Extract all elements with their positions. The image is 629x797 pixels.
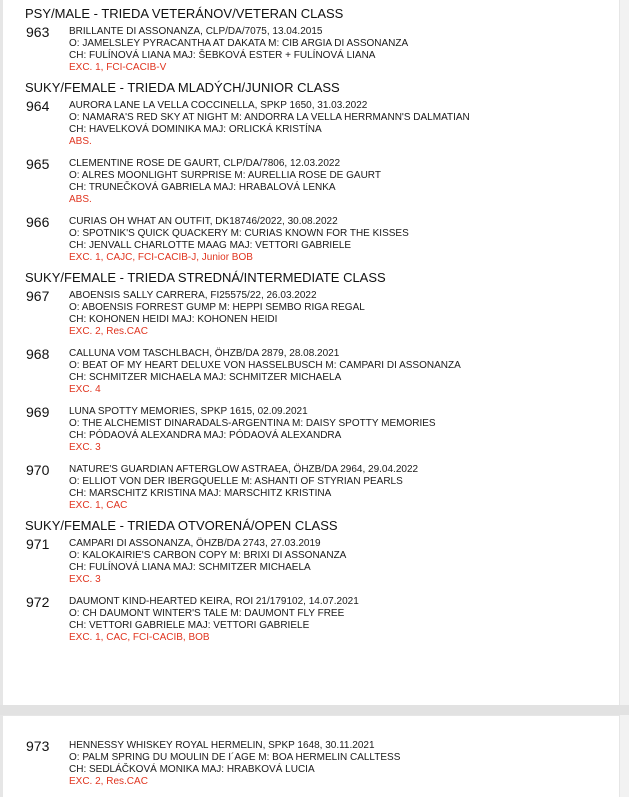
- entry-972: [25, 596, 620, 644]
- dog-parents: O: JAMELSLEY PYRACANTHA AT DAKATA M: CIB ARGIA DI ASSONANZA: [69, 38, 409, 49]
- breeder-owner: CH: KOHONEN HEIDI MAJ: KOHONEN HEIDI: [69, 314, 278, 325]
- judging-result: EXC. 1, FCI-CACIB-V: [69, 62, 167, 73]
- dog-parents: O: PALM SPRING DU MOULIN DE I´AGE M: BOA HERMELIN CALLTESS: [69, 752, 401, 763]
- catalog-number: 971: [26, 536, 50, 552]
- class-heading-open-females: SUKY/FEMALE - TRIEDA OTVORENÁ/OPEN CLASS: [25, 518, 338, 533]
- judging-result: EXC. 3: [69, 574, 101, 585]
- dog-name: AURORA LANE LA VELLA COCCINELLA, SPKP 1650, 31.03.2022: [69, 100, 368, 111]
- judging-result: EXC. 2, Res.CAC: [69, 776, 148, 787]
- entry-964: [25, 100, 620, 148]
- breeder-owner: CH: FULÍNOVÁ LIANA MAJ: ŠEBKOVÁ ESTER + FULÍNOVÁ LIANA: [69, 50, 376, 61]
- judging-result: EXC. 1, CAC: [69, 500, 128, 511]
- dog-parents: O: ELLIOT VON DER IBERGQUELLE M: ASHANTI OF STYRIAN PEARLS: [69, 476, 403, 487]
- dog-parents: O: KALOKAIRIE'S CARBON COPY M: BRIXI DI ASSONANZA: [69, 550, 347, 561]
- entry-969: [25, 406, 620, 454]
- breeder-owner: CH: PÓDAOVÁ ALEXANDRA MAJ: PÓDAOVÁ ALEXANDRA: [69, 430, 342, 441]
- dog-name: NATURE'S GUARDIAN AFTERGLOW ASTRAEA, ÖHZB/DA 2964, 29.04.2022: [69, 464, 419, 475]
- breeder-owner: CH: FULÍNOVÁ LIANA MAJ: SCHMITZER MICHAELA: [69, 562, 311, 573]
- dog-parents: O: SPOTNIK'S QUICK QUACKERY M: CURIAS KNOWN FOR THE KISSES: [69, 228, 409, 239]
- catalog-number: 964: [26, 98, 50, 114]
- catalog-number: 965: [26, 156, 50, 172]
- breeder-owner: CH: SCHMITZER MICHAELA MAJ: SCHMITZER MICHAELA: [69, 372, 342, 383]
- judging-result: ABS.: [69, 194, 92, 205]
- class-heading-junior-females: SUKY/FEMALE - TRIEDA MLADÝCH/JUNIOR CLASS: [25, 80, 340, 95]
- viewer-background-strip: [620, 0, 629, 797]
- entry-965: [25, 158, 620, 206]
- catalog-number: 972: [26, 594, 50, 610]
- dog-name: BRILLANTE DI ASSONANZA, CLP/DA/7075, 13.04.2015: [69, 26, 323, 37]
- page-1-content: [25, 6, 620, 644]
- dog-parents: O: BEAT OF MY HEART DELUXE VON HASSELBUSCH M: CAMPARI DI ASSONANZA: [69, 360, 461, 371]
- dog-name: CALLUNA VOM TASCHLBACH, ÖHZB/DA 2879, 28.08.2021: [69, 348, 340, 359]
- breeder-owner: CH: TRUNEČKOVÁ GABRIELA MAJ: HRABALOVÁ LENKA: [69, 182, 336, 193]
- dog-name: CAMPARI DI ASSONANZA, ÖHZB/DA 2743, 27.03.2019: [69, 538, 321, 549]
- catalog-number: 969: [26, 404, 50, 420]
- dog-name: CURIAS OH WHAT AN OUTFIT, DK18746/2022, 30.08.2022: [69, 216, 338, 227]
- entry-973: [25, 740, 620, 788]
- dog-parents: O: ABOENSIS FORREST GUMP M: HEPPI SEMBO RIGA REGAL: [69, 302, 365, 313]
- breeder-owner: CH: JENVALL CHARLOTTE MAAG MAJ: VETTORI GABRIELE: [69, 240, 352, 251]
- dog-parents: O: THE ALCHEMIST DINARADALS-ARGENTINA M: DAISY SPOTTY MEMORIES: [69, 418, 436, 429]
- dog-name: ABOENSIS SALLY CARRERA, FI25575/22, 26.03.2022: [69, 290, 317, 301]
- catalog-number: 970: [26, 462, 50, 478]
- page-separator: [0, 705, 629, 715]
- class-heading-veteran-males: PSY/MALE - TRIEDA VETERÁNOV/VETERAN CLASS: [25, 6, 344, 21]
- catalog-number: 966: [26, 214, 50, 230]
- judging-result: EXC. 3: [69, 442, 101, 453]
- catalog-page-2: [0, 715, 620, 797]
- dog-name: DAUMONT KIND-HEARTED KEIRA, ROI 21/179102, 14.07.2021: [69, 596, 359, 607]
- dog-parents: O: CH DAUMONT WINTER'S TALE M: DAUMONT FLY FREE: [69, 608, 345, 619]
- entry-967: [25, 290, 620, 338]
- breeder-owner: CH: HAVELKOVÁ DOMINIKA MAJ: ORLICKÁ KRISTÍNA: [69, 124, 322, 135]
- page-2-content: [25, 740, 620, 788]
- catalog-number: 973: [26, 738, 50, 754]
- dog-name: CLEMENTINE ROSE DE GAURT, CLP/DA/7806, 12.03.2022: [69, 158, 341, 169]
- breeder-owner: CH: VETTORI GABRIELE MAJ: VETTORI GABRIELE: [69, 620, 310, 631]
- dog-name: LUNA SPOTTY MEMORIES, SPKP 1615, 02.09.2021: [69, 406, 308, 417]
- entry-966: [25, 216, 620, 264]
- dog-name: HENNESSY WHISKEY ROYAL HERMELIN, SPKP 1648, 30.11.2021: [69, 740, 375, 751]
- catalog-number: 967: [26, 288, 50, 304]
- judging-result: EXC. 1, CAJC, FCI-CACIB-J, Junior BOB: [69, 252, 253, 263]
- catalog-number: 963: [26, 24, 50, 40]
- catalog-number: 968: [26, 346, 50, 362]
- breeder-owner: CH: MARSCHITZ KRISTINA MAJ: MARSCHITZ KRISTINA: [69, 488, 332, 499]
- entry-971: [25, 538, 620, 586]
- class-heading-intermediate-females: SUKY/FEMALE - TRIEDA STREDNÁ/INTERMEDIATE CLASS: [25, 270, 386, 285]
- dog-parents: O: ALRES MOONLIGHT SURPRISE M: AURELLIA ROSE DE GAURT: [69, 170, 381, 181]
- entry-968: [25, 348, 620, 396]
- breeder-owner: CH: SEDLÁČKOVÁ MONIKA MAJ: HRABKOVÁ LUCIA: [69, 764, 315, 775]
- dog-parents: O: NAMARA'S RED SKY AT NIGHT M: ANDORRA LA VELLA HERRMANN'S DALMATIAN: [69, 112, 470, 123]
- judging-result: EXC. 4: [69, 384, 101, 395]
- entry-963: [25, 26, 620, 74]
- judging-result: EXC. 1, CAC, FCI-CACIB, BOB: [69, 632, 210, 643]
- entry-970: [25, 464, 620, 512]
- judging-result: EXC. 2, Res.CAC: [69, 326, 148, 337]
- judging-result: ABS.: [69, 136, 92, 147]
